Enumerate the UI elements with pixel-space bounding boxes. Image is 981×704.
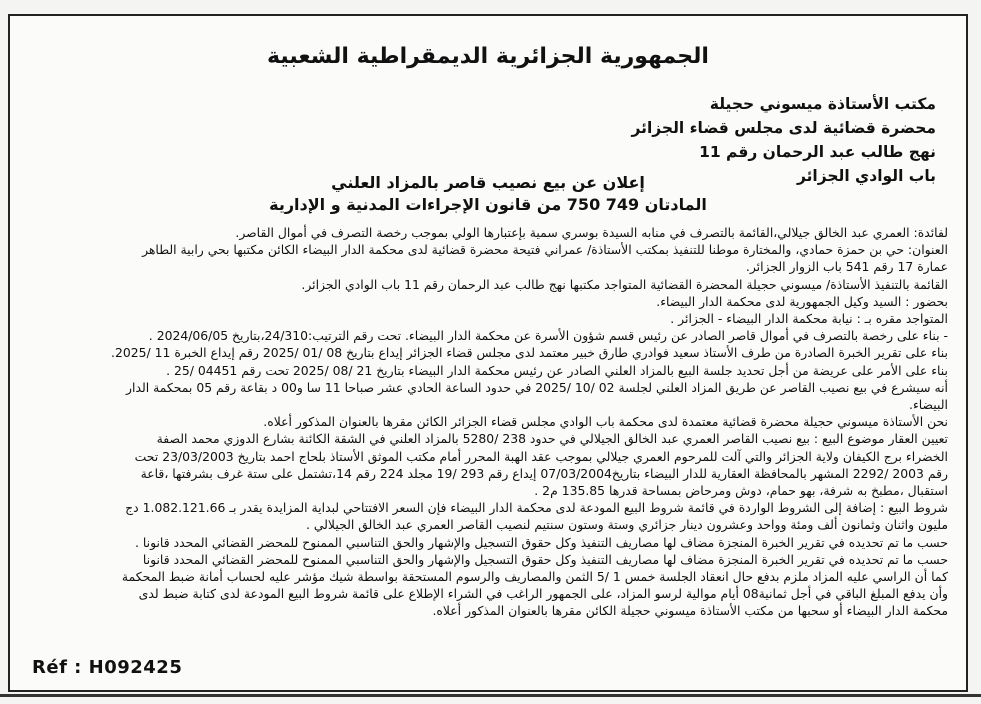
body-line: نحن الأستاذة ميسوني حجيلة محضرة قضائية معتمدة لدى محكمة باب الوادي مجلس قضاء الجزائر الكائن مقرها بالعنوان المذكور أعلاه. xyxy=(263,414,948,430)
body-line: الخضراء برج الكيفان ولاية الجزائر والتي آلت للمرحوم العمري جيلالي بموجب عقد الهبة المحرر أمام مكتب الموثق الأستاذ بلحاج احمد بتاريخ 23/03/2003 تحت xyxy=(134,448,948,464)
notice-title-line: المادتان 749 750 من قانون الإجراءات المدنية و الإدارية xyxy=(269,195,707,214)
body-line: لفائدة: العمري عبد الخالق جيلالي،القائمة بالتصرف في منابه السيدة بوسري سمية بإعتبارها الولي بموجب رخصة التصرف في أموال القاصر. xyxy=(235,225,948,240)
body-line: تعيين العقار موضوع البيع : بيع نصيب القاصر العمري عبد الخالق الجيلالي في حدود 238 /5280 بالمزاد العلني في الشقة الكائنة بشارع الدوزي محمد الصفة xyxy=(156,431,948,447)
body-line: محكمة الدار البيضاء أو سحبها من مكتب الأستاذة ميسوني حجيلة الكائن مقرها بالعنوان المذكور أعلاه. xyxy=(432,603,948,619)
reference-code: Réf : H092425 xyxy=(32,657,183,678)
body-line: وأن يدفع المبلغ الباقي في أجل ثمانية08 أيام موالية لرسو المزاد، على الجمهور الراغب في الشراء الإطلاع على قائمة شروط البيع المودعة لدى كتابة ضبط لدى xyxy=(138,586,948,602)
notice-title xyxy=(10,172,966,216)
body-line: رقم 2003 /2292 المشهر بالمحافظة العقارية للدار البيضاء بتاريخ07/03/2004 إيداع رقم 293 /19 مجلد 224 رقم 14،تشتمل على ستة غرف بشرفتها ،قاعة xyxy=(140,465,948,481)
notice-title-line: إعلان عن بيع نصيب قاصر بالمزاد العلني xyxy=(331,173,645,192)
body-line: مليون واثنان وثمانون ألف ومئة وواحد وعشرون دينار جزائري وستة وستون سنتيم لنصيب القاصر العمري عبد الخالق الجيلالي . xyxy=(305,517,948,533)
body-line: العنوان: حي بن حمزة حمادي، والمختارة موطنا للتنفيذ بمكتب الأستاذة/ عمراني فتيحة محضرة قضائية لدى محكمة الدار البيضاء الكائن مكتبها بحي رابية الطاهر xyxy=(142,242,948,258)
office-line: باب الوادي الجزائر xyxy=(796,167,936,185)
notice-frame xyxy=(8,14,968,692)
body-line: بناء على تقرير الخبرة الصادرة من طرف الأستاذ سعيد فوادري طارق خبير معتمد لدى مجلس قضاء الجزائر إيداع بتاريخ 08 /01 /2025 رقم إيداع الخبرة 11 /2025. xyxy=(110,345,948,361)
body-line: بحضور : السيد وكيل الجمهورية لدى محكمة الدار البيضاء. xyxy=(656,293,948,309)
notice-body xyxy=(26,224,948,620)
body-line: حسب ما تم تحديده في تقرير الخبرة المنجزة مضاف لها مصاريف التنفيذ وكل حقوق التسجيل والإشهار والحق التناسبي الممنوح للمحضر القضائي المحدد قانونا . xyxy=(134,534,948,550)
body-line: عمارة 17 رقم 541 باب الزوار الجزائر. xyxy=(745,259,948,275)
body-line: استقبال ،مطبخ به شرفة، بهو حمام، دوش ومرحاض بمساحة قدرها 135.85 م2 . xyxy=(534,483,948,499)
bottom-divider xyxy=(0,694,981,697)
body-line: شروط البيع : إضافة إلى الشروط الواردة في قائمة شروط البيع المودعة لدى محكمة الدار البيضاء فإن السعر الافتتاحي لبداية المزايدة يقدر بـ 1.082.121.66 دج xyxy=(125,500,948,516)
body-line: - بناء على رخصة بالتصرف في أموال قاصر الصادر عن رئيس قسم شؤون الأسرة عن محكمة الدار البيضاء. تحت رقم الترتيب:24/310،بتاريخ 2024/06/05 . xyxy=(148,328,948,344)
body-line: المتواجد مقره بـ : نيابة محكمة الدار البيضاء - الجزائر . xyxy=(670,311,948,327)
body-line: حسب ما تم تحديده في تقرير الخبرة المنجزة مضاف لها مصاريف التنفيذ وكل حقوق التسجيل والإشهار والحق التناسبي الممنوح للمحضر القضائي المحدد قانونا xyxy=(142,551,948,567)
body-line: بناء على الأمر على عريضة من أجل تحديد جلسة البيع بالمزاد العلني الصادر عن رئيس محكمة الدار البيضاء بتاريخ 21 /08 /2025 تحت رقم 04451 /25 . xyxy=(166,362,948,378)
body-line: البيضاء. xyxy=(909,397,948,413)
office-line: محضرة قضائية لدى مجلس قضاء الجزائر xyxy=(631,119,936,137)
body-line: كما أن الراسي عليه المزاد ملزم بدفع حال انعقاد الجلسة خمس 1 /5 الثمن والمصاريف والرسوم المستحقة بواسطة شيك مؤشر عليه لحساب أمانة ضبط المحكمة xyxy=(121,569,948,585)
office-line: نهج طالب عبد الرحمان رقم 11 xyxy=(699,143,936,161)
office-line: مكتب الأستاذة ميسوني حجيلة xyxy=(709,95,936,113)
body-line: القائمة بالتنفيذ الأستاذة/ ميسوني حجيلة المحضرة القضائية المتواجد مكتبها نهج طالب عبد الرحمان رقم 11 باب الوادي الجزائر. xyxy=(301,276,948,292)
document-title: الجمهورية الجزائرية الديمقراطية الشعبية xyxy=(267,44,709,69)
body-line: أنه سيشرع في بيع نصيب القاصر عن طريق المزاد العلني لجلسة 02 /10 /2025 في حدود الساعة الحادي عشر صباحا 11 سا و00 د بقاعة رقم 05 بمحكمة الدار xyxy=(126,379,948,395)
